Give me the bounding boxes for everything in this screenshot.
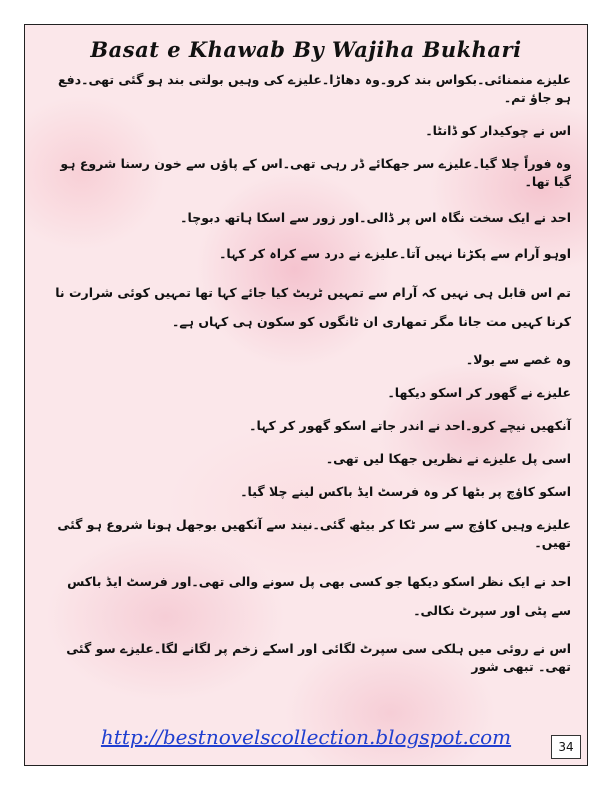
paragraph: وہ غصے سے بولا۔ — [465, 352, 571, 367]
book-title: Basat e Khawab By Wajiha Bukhari — [90, 37, 522, 62]
page-number: 34 — [551, 735, 581, 759]
page-frame — [24, 24, 588, 766]
paragraph: اسی پل علیزے نے نظریں جھکا لیں تھی۔ — [325, 451, 571, 466]
paragraph: علیزے منمنائی۔بکواس بند کرو۔وہ دھاڑا۔علیزے کی وہیں بولتی بند ہو گئی تھی۔دفع ہو جاؤ تم۔ — [58, 72, 571, 105]
story-body — [53, 71, 571, 676]
paragraph: علیزے نے گھور کر اسکو دیکھا۔ — [387, 385, 571, 400]
paragraph: علیزے وہیں کاؤچ سے سر ٹکا کر بیٹھ گئی۔نیند سے آنکھیں بوجھل ہونا شروع ہو گئی تھیں۔ — [57, 517, 571, 550]
paragraph: اسکو کاؤچ پر بٹھا کر وہ فرسٹ ایڈ باکس لینے چلا گیا۔ — [240, 484, 571, 499]
paragraph: تم اس قابل ہی نہیں کہ آرام سے تمہیں ٹریٹ کیا جائے کہا تھا تمہیں کوئی شرارت نا کرنا کہیں مت جانا مگر تمھاری ان ٹانگوں کو سکون ہی کہاں ہے۔ — [55, 285, 571, 329]
paragraph: آنکھیں نیچے کرو۔احد نے اندر جاتے اسکو گھور کر کہا۔ — [249, 418, 571, 433]
blog-url-link[interactable]: http://bestnovelscollection.blogspot.com — [100, 725, 512, 749]
paragraph: اس نے روئی میں ہلکی سی سپرٹ لگائی اور اسکے زخم پر لگانے لگا۔علیزے سو گئی تھی۔ تبھی شور — [66, 641, 571, 674]
paragraph: احد نے ایک سخت نگاہ اس پر ڈالی۔اور زور سے اسکا ہاتھ دبوچا۔ — [180, 210, 571, 225]
paragraph: اس نے چوکیدار کو ڈانٹا۔ — [425, 123, 571, 138]
paragraph: اوہو آرام سے پکڑنا نہیں آتا۔علیزے نے درد سے کراہ کر کہا۔ — [219, 246, 571, 261]
paragraph: وہ فوراً چلا گیا۔علیزے سر جھکائے ڈر رہی تھی۔اس کے پاؤں سے خون رسنا شروع ہو گیا تھا۔ — [60, 156, 571, 189]
paragraph: احد نے ایک نظر اسکو دیکھا جو کسی بھی پل سونے والی تھی۔اور فرسٹ ایڈ باکس سے پٹی اور سپرٹ نکالی۔ — [67, 574, 571, 618]
